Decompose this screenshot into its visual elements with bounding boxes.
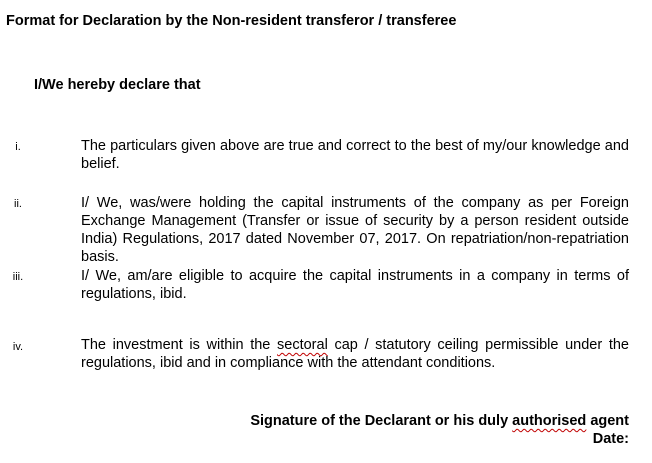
signature-text-start: Signature of the Declarant or his duly: [250, 413, 513, 429]
item-number-iii: iii.: [12, 271, 24, 283]
date-label: Date:: [592, 431, 629, 447]
spellcheck-flagged-word[interactable]: sectoral: [277, 337, 328, 353]
declaration-item-iv: [81, 336, 629, 372]
signature-block: [250, 412, 629, 448]
declaration-item-i: The particulars given above are true and correct to the best of my/our knowledge and belief.: [81, 138, 629, 172]
spellcheck-flagged-word[interactable]: authorised: [512, 413, 587, 429]
document-title: Format for Declaration by the Non-resident transferor / transferee: [6, 13, 457, 29]
declaration-item-ii: I/ We, was/were holding the capital instruments of the company as per Foreign Exchange Management (Transfer or issue of security by a person resident outside India) Regulations, 2017 dated November 07, 2017. On repatriation/non-repatriation basis.: [81, 195, 629, 265]
signature-text-end: agent: [586, 413, 629, 429]
item-number-ii: ii.: [14, 198, 22, 210]
intro-statement: I/We hereby declare that: [34, 77, 201, 93]
item-iv-text-end: cap / statutory ceiling permissible under the regulations, ibid and in compliance with the attendant conditions.: [81, 337, 629, 371]
item-number-i: i.: [15, 141, 21, 153]
declaration-item-iii: I/ We, am/are eligible to acquire the capital instruments in a company in terms of regulations, ibid.: [81, 268, 629, 302]
item-iv-text-start: The investment is within the: [81, 337, 278, 353]
signature-line: [250, 412, 629, 430]
item-number-iv: iv.: [12, 341, 24, 353]
